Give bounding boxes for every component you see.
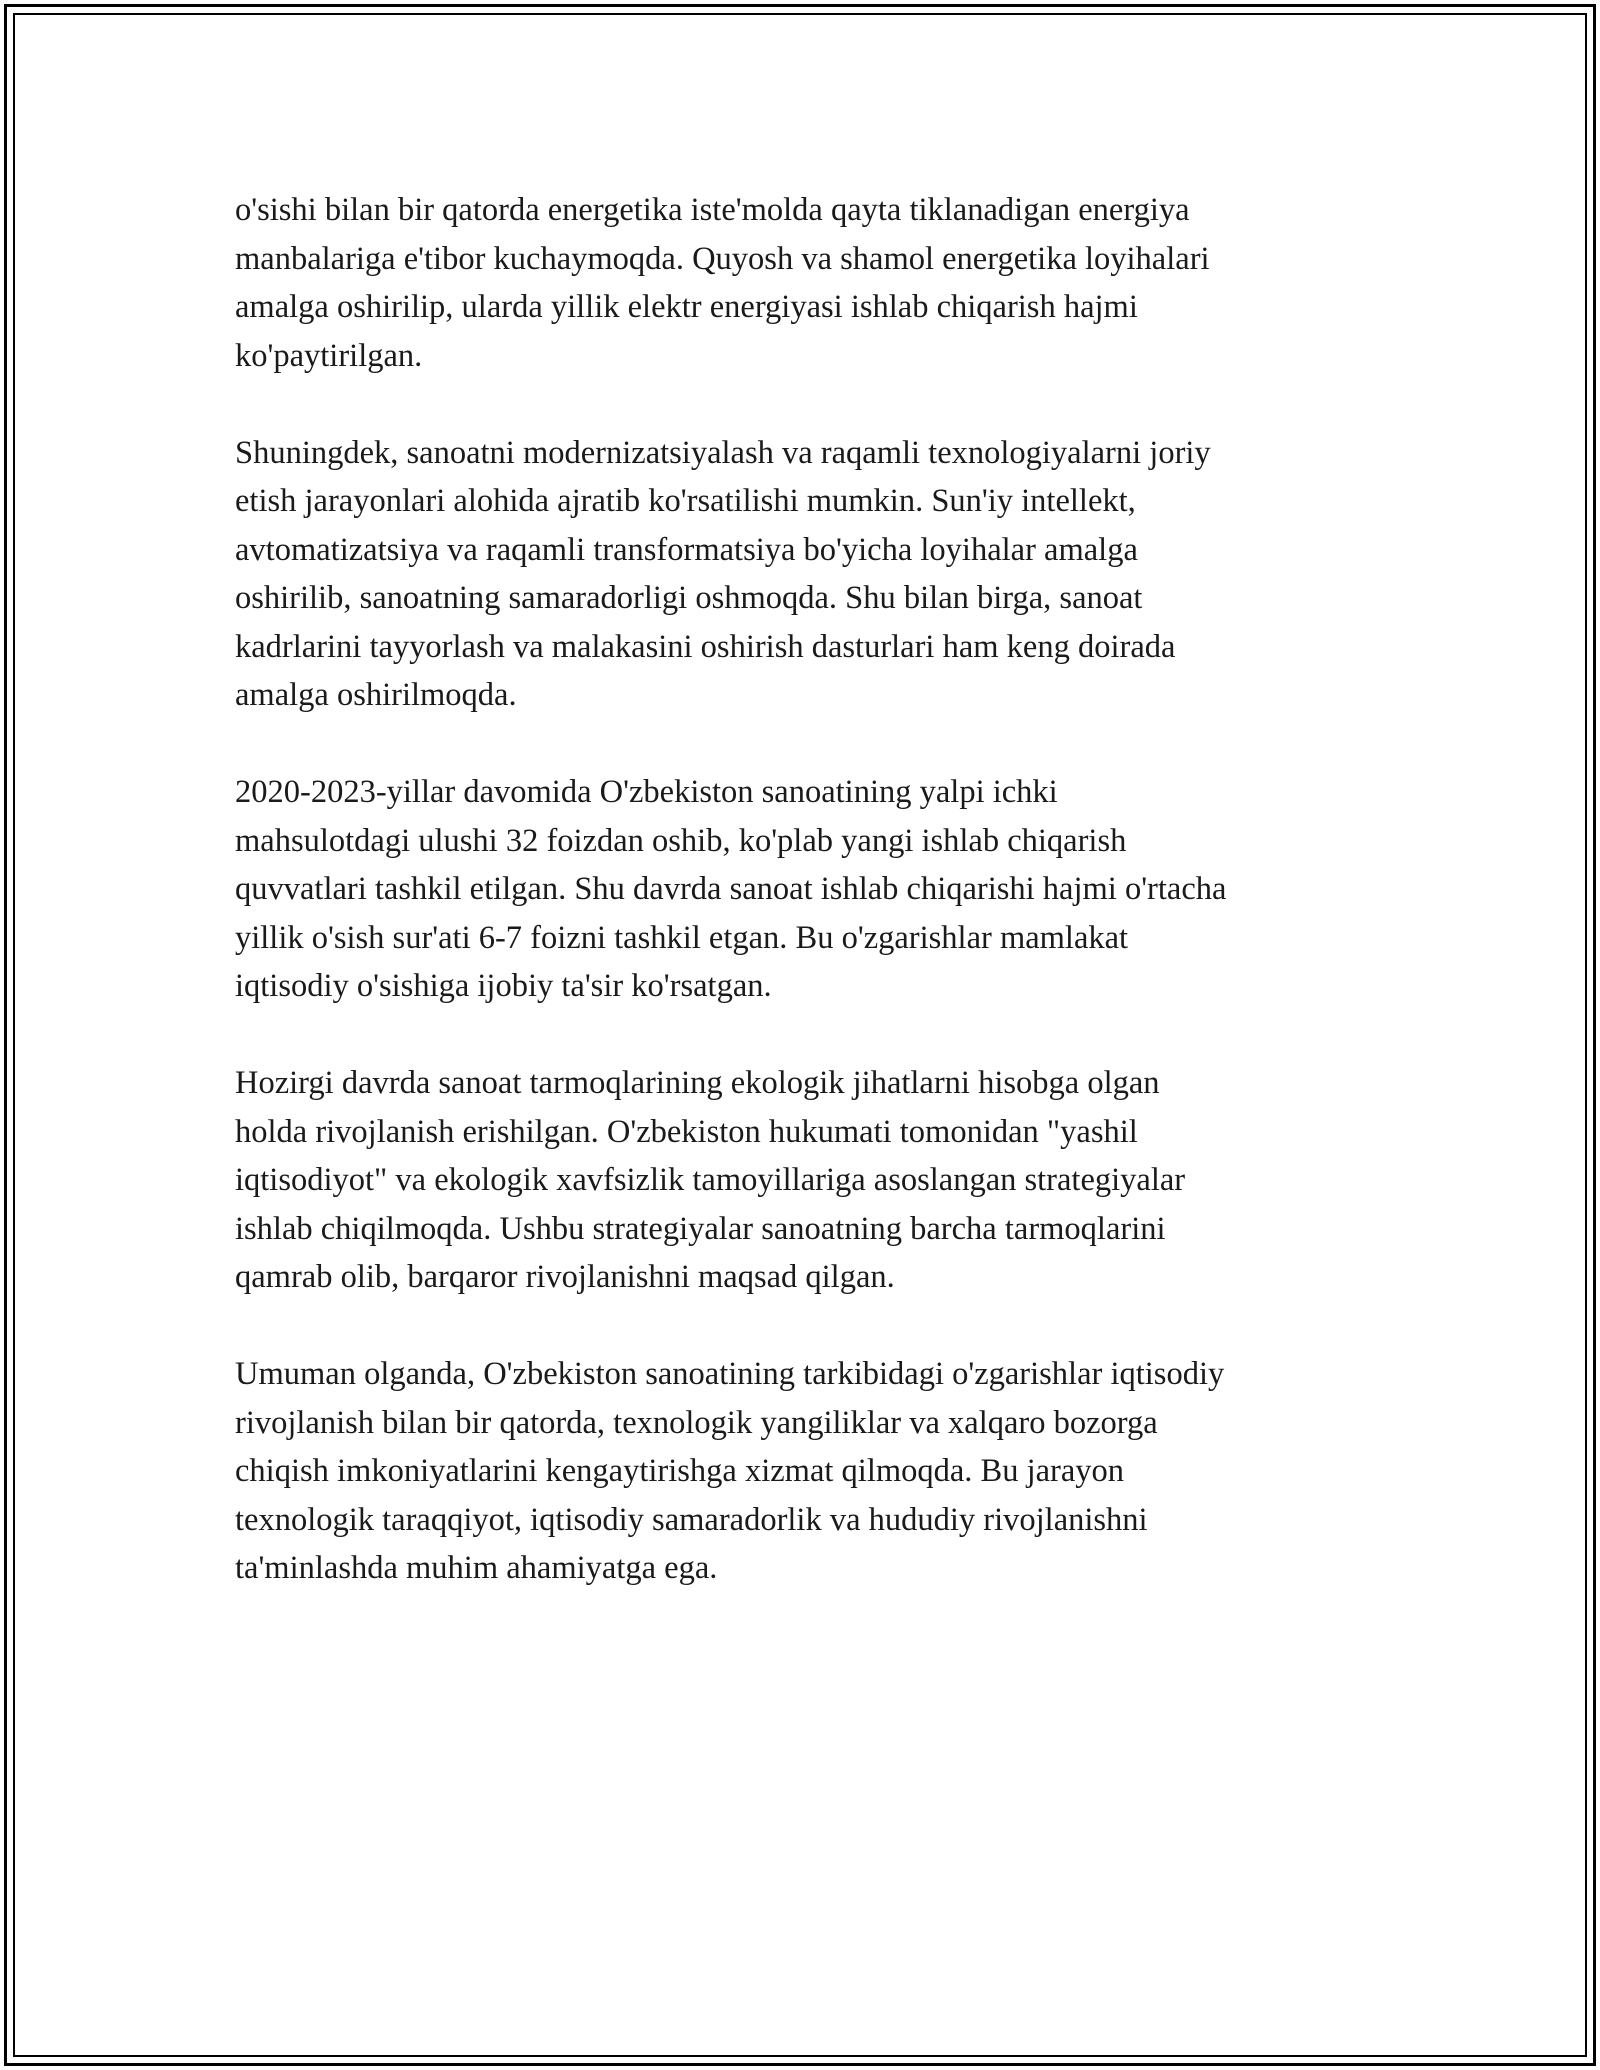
document-body — [235, 186, 1365, 1641]
paragraph-renewable-energy: o'sishi bilan bir qatorda energetika iste'molda qayta tiklanadigan energiya manbalariga e'tibor kuchaymoqda. Quyosh va shamol energetika loyihalari amalga oshirilip, ularda yillik elektr energiyasi ishlab chiqarish hajmi ko'paytirilgan. — [235, 192, 1210, 374]
paragraph-industry-growth-2020-2023: 2020-2023-yillar davomida O'zbekiston sanoatining yalpi ichki mahsulotdagi ulushi 32 foizdan oshib, ko'plab yangi ishlab chiqarish quvvatlari tashkil etilgan. Shu davrda sanoat ishlab chiqarishi hajmi o'rtacha yillik o'sish sur'ati 6-7 foizni tashkil etgan. Bu o'zgarishlar mamlakat iqtisodiy o'sishiga ijobiy ta'sir ko'rsatgan. — [235, 774, 1227, 1004]
paragraph-modernization: Shuningdek, sanoatni modernizatsiyalash va raqamli texnologiyalarni joriy etish jarayonlari alohida ajratib ko'rsatilishi mumkin. Sun'iy intellekt, avtomatizatsiya va raqamli transformatsiya bo'yicha loyihalar amalga oshirilib, sanoatning samaradorligi oshmoqda. Shu bilan birga, sanoat kadrlarini tayyorlash va malakasini oshirish dasturlari ham keng doirada amalga oshirilmoqda. — [235, 434, 1211, 713]
paragraph-green-economy: Hozirgi davrda sanoat tarmoqlarining ekologik jihatlarni hisobga olgan holda rivojlanish erishilgan. O'zbekiston hukumati tomonidan "yashil iqtisodiyot" va ekologik xavfsizlik tamoyillariga asoslangan strategiyalar ishlab chiqilmoqda. Ushbu strategiyalar sanoatning barcha tarmoqlarini qamrab olib, barqaror rivojlanishni maqsad qilgan. — [235, 1065, 1186, 1295]
paragraph-conclusion: Umuman olganda, O'zbekiston sanoatining tarkibidagi o'zgarishlar iqtisodiy rivojlanish bilan bir qatorda, texnologik yangiliklar va xalqaro bozorga chiqish imkoniyatlarini kengaytirishga xizmat qilmoqda. Bu jarayon texnologik taraqqiyot, iqtisodiy samaradorlik va hududiy rivojlanishni ta'minlashda muhim ahamiyatga ega. — [235, 1356, 1225, 1586]
